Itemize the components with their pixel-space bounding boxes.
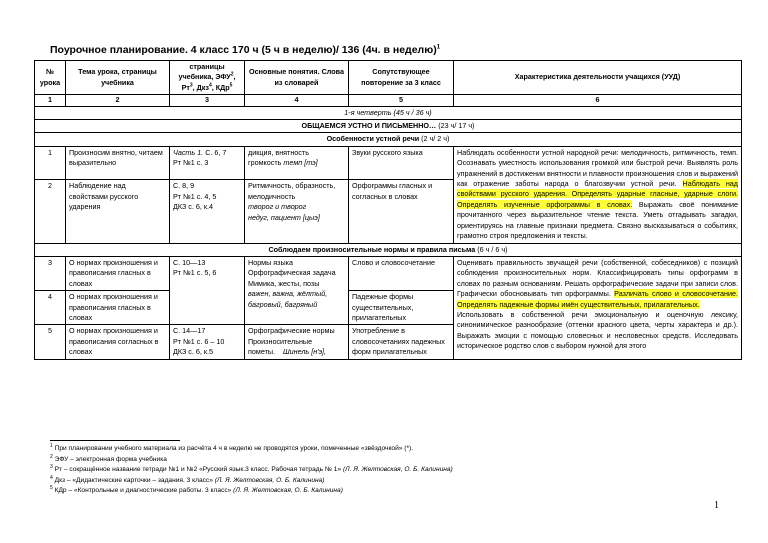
lesson-topic: О нормах произношения и правописания гласных в словах (66, 256, 170, 290)
footnote: $^4$ Дкз – «Дидактические карточки – задания. 3 класс» (Л. Я. Желтовская, О. Б. Калинина) (50, 474, 325, 484)
lesson-activities: Наблюдать особенности устной народной речи: мелодичность, ритмичность, темп. Осознавать уместность использования громкой или быстрой речи. Выявлять роль упражнений в достижении внятности и плавности произношения слов и выражений как отражение заботы народа о благозвучии устной речи. Наблюдать над свойствами русского ударения. Определять ударные гласные, ударные слоги. Определять изученные орфограммы в словах. Выражать своё понимание прочитанного через выразительное чтение текста. Уметь отгадывать загадки, ориентируясь на главные признаки предмета. Связно высказываться о событиях, грамотно строя предложения и тексты. (454, 146, 742, 243)
lesson-pages: С. 14—17 Рт №1 с. 6 – 10 ДКЗ с. 6, к.5 (170, 325, 245, 359)
subsection-title: Соблюдаем произносительные нормы и правила письма (6 ч / 6 ч) (35, 243, 742, 256)
column-number: 6 (454, 95, 742, 106)
column-number: 1 (35, 95, 66, 106)
lesson-topic: О нормах произношения и правописания гласных в словах (66, 291, 170, 325)
lesson-concepts: дикция, внятность громкость темп [тэ] (245, 146, 349, 180)
subsection-title: Особенности устной речи (2 ч/ 2 ч) (35, 133, 742, 146)
page-number: 1 (714, 500, 719, 511)
header-row (35, 61, 742, 95)
lesson-number: 1 (35, 146, 66, 180)
column-number: 5 (349, 95, 454, 106)
page-title (50, 44, 440, 56)
header-activities: Характеристика деятельности учащихся (УУД) (454, 61, 742, 95)
header-topic: Тема урока, страницы учебника (66, 61, 170, 95)
lesson-plan-table (34, 60, 742, 360)
lesson-concepts: Орфографические нормы Произносительные пометы. Шинель [н'э], (245, 325, 349, 359)
lesson-pages: Часть 1. С. 6, 7 Рт №1 с. 3 (170, 146, 245, 180)
lesson-pages: С. 8, 9 Рт №1 с. 4, 5 ДКЗ с. 6, к.4 (170, 180, 245, 243)
lesson-review: Звуки русского языка (349, 146, 454, 180)
lesson-review: Падежные формы существительных, прилагательных (349, 291, 454, 325)
header-concepts: Основные понятия. Слова из словарей (245, 61, 349, 95)
lesson-pages: С. 10—13 Рт №1 с. 5, 6 (170, 256, 245, 324)
lesson-review: Орфограммы гласных и согласных в словах (349, 180, 454, 243)
column-number: 2 (66, 95, 170, 106)
lesson-concepts: Ритмичность, образность, мелодичность творог и творог недуг, пациент [цыэ] (245, 180, 349, 243)
section-title: ОБЩАЕМСЯ УСТНО И ПИСЬМЕННО… (23 ч/ 17 ч) (35, 120, 742, 133)
lesson-number: 2 (35, 180, 66, 243)
lesson-number: 4 (35, 291, 66, 325)
footnotes (50, 440, 740, 497)
footnote: $^2$ ЭФУ – электронная форма учебника (50, 453, 167, 463)
highlighted-text: Различать слово и словосочетание. Определять падежные формы имён существительных, прилагательных. (457, 289, 738, 309)
lesson-topic: Наблюдение над свойствами русского ударения (66, 180, 170, 243)
footnote: $^5$ КДр – «Контрольные и диагностические работы. 3 класс» (Л. Я. Желтовская, О. Б. Калинина) (50, 484, 343, 494)
lesson-topic: О нормах произношения и правописания согласных в словах (66, 325, 170, 359)
column-number: 3 (170, 95, 245, 106)
quarter-row (35, 106, 742, 119)
header-review: Сопутствующее повторение за 3 класс (349, 61, 454, 95)
header-lesson-number: № урока (35, 61, 66, 95)
page-title-text: Поурочное планирование. 4 класс 170 ч (5 ч в неделю)/ 136 (4ч. в неделю) (50, 44, 437, 56)
lesson-number: 5 (35, 325, 66, 359)
footnote: $^1$ При планировании учебного материала из расчёта 4 ч в неделю не проводятся уроки, помеченные «звёздочкой» (*). (50, 442, 414, 452)
column-number: 4 (245, 95, 349, 106)
column-number-row (35, 95, 742, 106)
footnote: $^3$ Рт – сокращённое название тетради №1 и №2 «Русский язык.3 класс. Рабочая тетрадь № 1» (Л. Я. Желтовская, О. Б. Калинина) (50, 463, 453, 473)
table-row (35, 146, 742, 180)
highlighted-text: Наблюдать над свойствами русского ударения. Определять ударные гласные, ударные слоги. Определять изученные орфограммы в словах. (457, 179, 738, 209)
footnote-ref: 1 (436, 44, 441, 51)
subsection-row (35, 133, 742, 146)
lesson-concepts: Нормы языка Орфографическая задача Мимика, жесты, позы важен, важна, жёлтый, багровый, багряный (245, 256, 349, 324)
table-row (35, 256, 742, 290)
header-pages: страницы учебника, ЭФУ$^2$, $Рт^3$, Дкз$^4$, КДр$^5$ (170, 61, 245, 95)
lesson-review: Слово и словосочетание (349, 256, 454, 290)
footnote-divider (50, 440, 180, 441)
lesson-topic: Произносим внятно, читаем выразительно (66, 146, 170, 180)
lesson-number: 3 (35, 256, 66, 290)
section-row (35, 120, 742, 133)
lesson-activities: Оценивать правильность звучащей речи (собственной, собеседников) с позиций соблюдения произносительных норм. Классифицировать типы орфограмм в словах по разным основаниям. Решать орфографические задачи при записи слов. Графически обосновывать тип орфограммы. Различать слово и словосочетание. Определять падежные формы имён существительных, прилагательных. Использовать в собственной речи эмоциональную и оценочную лексику, синонимическое разнообразие (оттенки красного цвета, черты характера и др.). Выражать эмоции с помощью словесных и несловесных средств. Исследовать историческое родство слов с выбором нужной для этого (454, 256, 742, 359)
lesson-review: Употребление в словосочетаниях падежных форм прилагательных (349, 325, 454, 359)
quarter-label: 1-я четверть (45 ч / 36 ч) (35, 106, 742, 119)
subsection-row (35, 243, 742, 256)
